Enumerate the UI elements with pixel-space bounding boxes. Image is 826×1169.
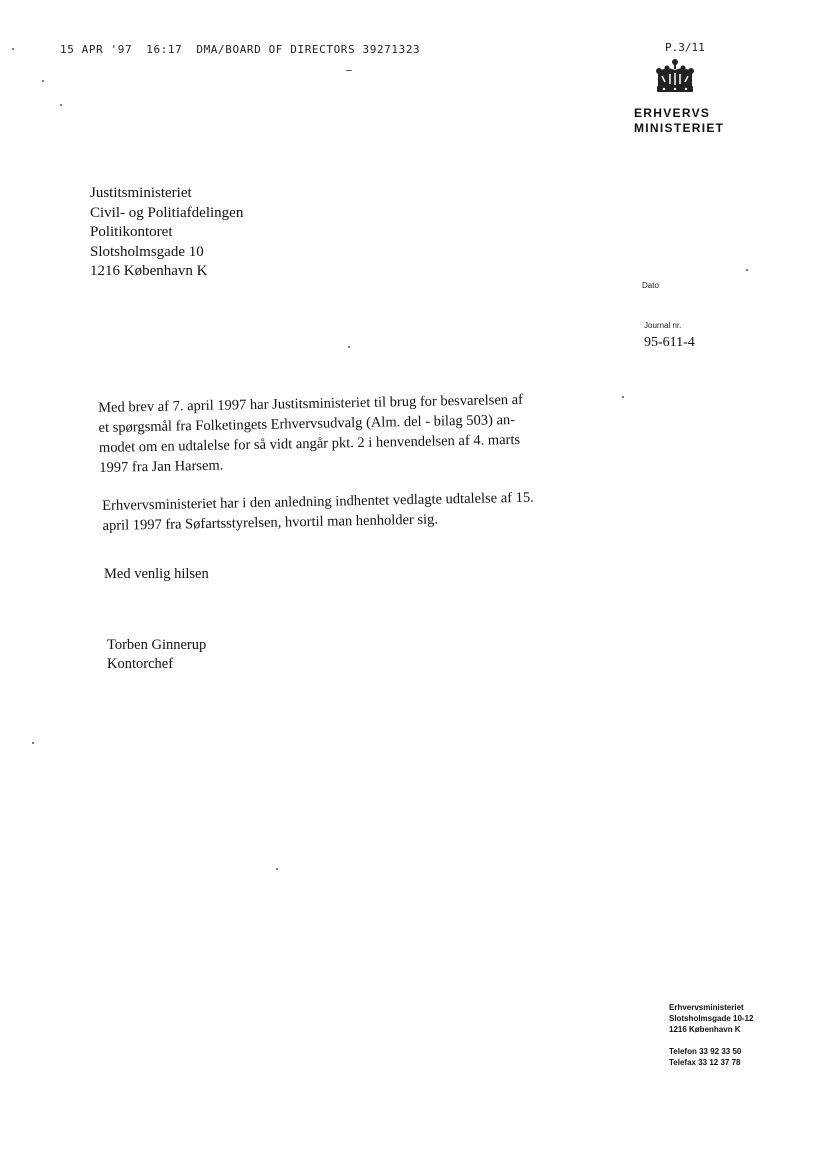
footer-phone: Telefon 33 92 33 50 bbox=[669, 1047, 742, 1056]
footer-contact bbox=[669, 1002, 753, 1068]
fax-time: 16:17 bbox=[146, 43, 183, 56]
paragraph-line: april 1997 fra Søfartsstyrelsen, hvortil man henholder sig. bbox=[102, 511, 439, 534]
body-paragraph-1 bbox=[98, 388, 599, 478]
date-label: Dato bbox=[642, 281, 659, 290]
letterhead-line-1: ERHVERVS bbox=[634, 106, 711, 120]
paragraph-line: modet om en udtalelse for så vidt angår pkt. 2 i henvendelsen af 4. marts bbox=[98, 431, 521, 456]
footer-spacer bbox=[669, 1035, 753, 1046]
paragraph-line: Med brev af 7. april 1997 har Justitsministeriet til brug for besvarelsen af bbox=[98, 391, 524, 416]
scan-speck bbox=[32, 742, 34, 744]
scan-speck bbox=[60, 104, 62, 106]
recipient-address bbox=[90, 184, 243, 282]
paragraph-line: et spørgsmål fra Folketingets Erhvervsudvalg (Alm. del - bilag 503) an- bbox=[98, 411, 516, 436]
journal-label: Journal nr. bbox=[644, 321, 682, 330]
scan-speck bbox=[276, 868, 278, 870]
scan-speck bbox=[348, 346, 350, 348]
signatory-title: Kontorchef bbox=[107, 656, 174, 672]
signature-block bbox=[107, 636, 206, 674]
paragraph-line: 1997 fra Jan Harsem. bbox=[99, 457, 224, 476]
scan-speck bbox=[42, 80, 44, 82]
journal-number: 95-611-4 bbox=[644, 335, 695, 350]
scan-speck bbox=[746, 269, 748, 271]
footer-line: Erhvervsministeriet bbox=[669, 1003, 744, 1012]
fax-sender: DMA/BOARD OF DIRECTORS 39271323 bbox=[196, 43, 421, 56]
fax-header-line bbox=[60, 43, 434, 56]
recipient-line: 1216 København K bbox=[90, 263, 208, 279]
ministry-letterhead bbox=[634, 106, 724, 136]
closing-salutation: Med venlig hilsen bbox=[104, 566, 209, 582]
signatory-name: Torben Ginnerup bbox=[107, 637, 207, 653]
footer-line: 1216 København K bbox=[669, 1025, 741, 1034]
letterhead-line-2: MINISTERIET bbox=[634, 121, 725, 135]
royal-crown-icon bbox=[652, 58, 698, 96]
fax-page-number: P.3/11 bbox=[665, 41, 705, 54]
paragraph-line: Erhvervsministeriet har i den anledning indhentet vedlagte udtalelse af 15. bbox=[102, 489, 534, 514]
body-paragraph-2 bbox=[102, 486, 603, 536]
scan-speck bbox=[12, 48, 14, 50]
recipient-line: Justitsministeriet bbox=[90, 185, 192, 201]
footer-line: Slotsholmsgade 10-12 bbox=[669, 1014, 754, 1023]
fax-date: 15 APR '97 bbox=[60, 43, 133, 56]
scan-speck bbox=[346, 70, 352, 71]
recipient-line: Slotsholmsgade 10 bbox=[90, 243, 204, 260]
footer-fax: Telefax 33 12 37 78 bbox=[669, 1058, 741, 1067]
recipient-line: Politikontoret bbox=[90, 224, 173, 240]
recipient-line: Civil- og Politiafdelingen bbox=[90, 204, 244, 221]
scan-speck bbox=[622, 396, 624, 398]
